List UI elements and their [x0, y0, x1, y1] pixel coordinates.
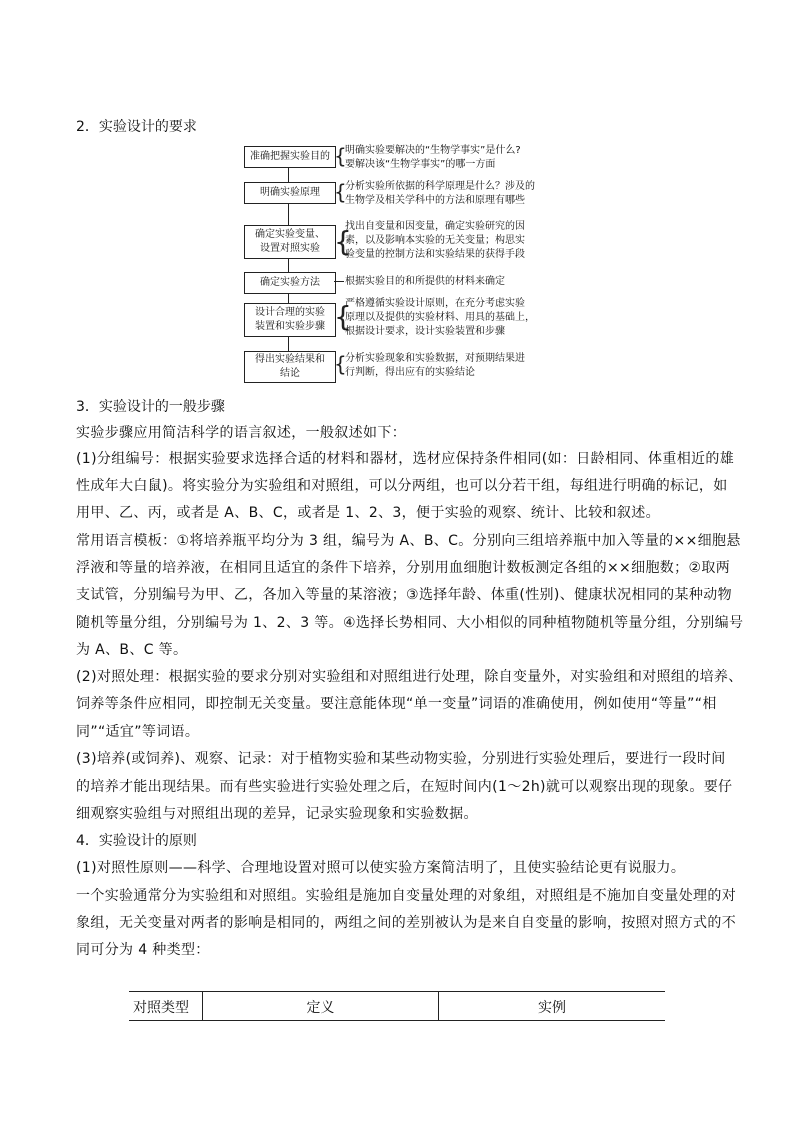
flow-brace-2: { — [334, 180, 347, 204]
s3-line-1: 实验步骤应用简洁科学的语言叙述，一般叙述如下： — [76, 425, 407, 441]
s3-line-7: 支试管，分别编号为甲、乙，各加入等量的某溶液；③选择年龄、体重(性别)、健康状况相同的某种动物 — [76, 587, 732, 603]
flow-dash-4 — [334, 281, 344, 282]
table-header-type: 对照类型 — [133, 999, 189, 1016]
s3-line-6: 浮液和等量的培养液，在相同且适宜的条件下培养，分别用血细胞计数板测定各组的××细胞数；②取两 — [76, 560, 731, 576]
flow-brace-1: { — [334, 144, 347, 168]
table-header-example: 实例 — [439, 992, 666, 1021]
s4-line-1: (1)对照性原则——科学、合理地设置对照可以使实验方案简洁明了，且使实验结论更有说服力。 — [76, 860, 686, 876]
table-header-definition: 定义 — [203, 992, 439, 1021]
flow-box-2: 明确实验原理 — [244, 182, 336, 204]
flow-desc-5: 严格遵循实验设计原则，在充分考虑实验 原理以及提供的实验材料、用具的基础上， 根据设计要求，设计实验装置和步骤 — [345, 298, 535, 337]
section-4-heading: 4．实验设计的原则 — [76, 833, 197, 849]
flow-desc-6: 分析实验现象和实验数据，对预期结果进 行判断，得出应有的实验结论 — [345, 353, 525, 378]
s4-line-3: 象组，无关变量对两者的影响是相同的，两组之间的差别被认为是来自自变量的影响，按照对照方式的不 — [76, 915, 737, 931]
flow-box-5: 设计合理的实验 装置和实验步骤 — [244, 303, 336, 337]
s3-line-4: 用甲、乙、丙，或者是 A、B、C，或者是 1、2、3，便于实验的观察、统计、比较和叙述。 — [76, 505, 660, 521]
flow-desc-1: 明确实验要解决的“生物学事实”是什么? 要解决该“生物学事实”的哪一方面 — [345, 145, 521, 170]
s3-line-14: 的培养才能出现结果。而有些实验进行实验处理之后，在短时间内(1～2h)就可以观察出现的现象。要仔 — [76, 779, 733, 795]
flow-box-4: 确定实验方法 — [244, 272, 336, 294]
flow-desc-3: 找出自变量和因变量，确定实验研究的因 素，以及影响本实验的无关变量；构思实 验变量的控制方法和实验结果的获得手段 — [345, 221, 525, 260]
flow-box-6: 得出实验结果和 结论 — [244, 351, 336, 383]
s3-line-8: 随机等量分组，分别编号为 1、2、3 等。④选择长势相同、大小相似的同种植物随机等量分组，分别编号 — [76, 615, 744, 631]
flow-brace-3: { — [334, 225, 352, 258]
flow-box-3: 确定实验变量、 设置对照实验 — [244, 225, 336, 259]
s3-line-5: 常用语言模板：①将培养瓶平均分为 3 组，编号为 A、B、C。分别向三组培养瓶中加入等量的××细胞悬 — [76, 533, 741, 549]
section-2-heading: 2．实验设计的要求 — [76, 119, 197, 135]
flow-desc-2: 分析实验所依据的科学原理是什么？涉及的 生物学及相关学科中的方法和原理有哪些 — [345, 181, 535, 206]
s3-line-15: 细观察实验组与对照组出现的差异，记录实验现象和实验数据。 — [76, 806, 478, 822]
s3-line-11: 饲养等条件应相同，即控制无关变量。要注意能体现“单一变量”词语的准确使用，例如使用“等量”“相 — [76, 696, 717, 712]
flow-desc-4: 根据实验目的和所提供的材料来确定 — [345, 276, 505, 287]
flow-brace-5: { — [334, 300, 352, 333]
flow-box-1: 准确把握实验目的 — [244, 146, 336, 168]
s4-line-4: 同可分为 4 种类型： — [76, 942, 210, 958]
s4-line-2: 一个实验通常分为实验组和对照组。实验组是施加自变量处理的对象组，对照组是不施加自变量处理的对 — [76, 888, 737, 904]
s3-line-2: (1)分组编号：根据实验要求选择合适的材料和器材，选材应保持条件相同(如：日龄相同、体重相近的雄 — [76, 451, 735, 467]
s3-line-10: (2)对照处理：根据实验的要求分别对实验组和对照组进行处理，除自变量外，对实验组和对照组的培养、 — [76, 669, 743, 685]
s3-line-9: 为 A、B、C 等。 — [76, 642, 188, 658]
section-3-heading: 3．实验设计的一般步骤 — [76, 399, 225, 415]
s3-line-3: 性成年大白鼠)。将实验分为实验组和对照组，可以分两组，也可以分若干组，每组进行明确的标记，如 — [76, 478, 728, 494]
table-header-rule — [129, 1020, 665, 1021]
table-header-row — [129, 992, 665, 1021]
control-type-table — [129, 992, 665, 1021]
s3-line-13: (3)培养(或饲养)、观察、记录：对于植物实验和某些动物实验，分别进行实验处理后，要进行一段时间 — [76, 751, 726, 767]
s3-line-12: 同”“适宜”等词语。 — [76, 724, 200, 740]
flow-brace-6: { — [334, 352, 347, 376]
